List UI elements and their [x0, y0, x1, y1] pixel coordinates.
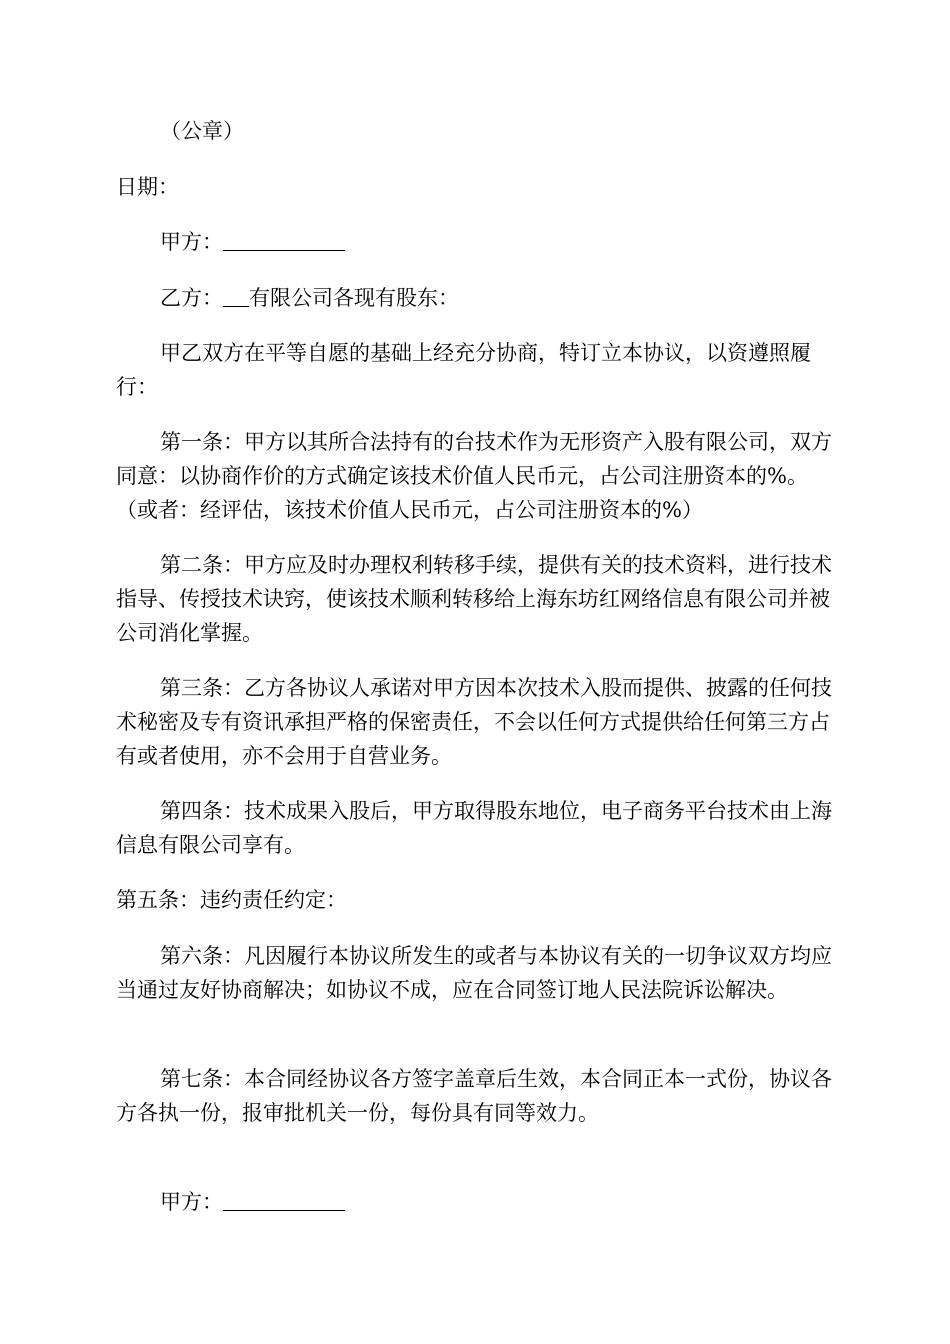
- seal-line: [116, 114, 832, 148]
- article-3: 第三条：乙方各协议人承诺对甲方因本次技术入股而提供、披露的任何技术秘密及专有资讯承担严格的保密责任，不会以任何方式提供给任何第三方占有或者使用，亦不会用于自营业务。: [116, 676, 832, 768]
- article-6: 第六条：凡因履行本协议所发生的或者与本协议有关的一切争议双方均应当通过友好协商解决；如协议不成，应在合同签订地人民法院诉讼解决。: [116, 944, 832, 1002]
- intro-paragraph: 甲乙双方在平等自愿的基础上经充分协商，特订立本协议，以资遵照履行：: [116, 341, 811, 399]
- party-a-label: 甲方：: [160, 230, 223, 254]
- date-line: [116, 170, 832, 204]
- article-5: 第五条：违约责任约定：: [116, 888, 347, 912]
- signature-party-a-line: [116, 1185, 832, 1219]
- article-2: 第二条：甲方应及时办理权利转移手续，提供有关的技术资料，进行技术指导、传授技术诀窍，使该技术顺利转移给上海东坊红网络信息有限公司并被公司消化掌握。: [116, 553, 832, 645]
- article-4: 第四条：技术成果入股后，甲方取得股东地位，电子商务平台技术由上海信息有限公司享有。: [116, 799, 832, 857]
- party-b-label-suffix: 有限公司各现有股东：: [249, 286, 459, 310]
- signature-party-a-blank: [223, 1188, 345, 1211]
- party-a-line: [116, 225, 832, 259]
- party-b-line: [116, 281, 832, 315]
- date-label: 日期：: [116, 175, 179, 199]
- party-b-blank: [223, 284, 249, 307]
- article-7: 第七条：本合同经协议各方签字盖章后生效，本合同正本一式份，协议各方各执一份，报审批机关一份，每份具有同等效力。: [116, 1067, 832, 1125]
- signature-party-a-label: 甲方：: [160, 1190, 223, 1214]
- article-1: 第一条：甲方以其所合法持有的台技术作为无形资产入股有限公司，双方同意：以协商作价的方式确定该技术价值人民币元，占公司注册资本的%。（或者：经评估，该技术价值人民币元，占公司注册资本的%）: [116, 430, 832, 522]
- seal-text: （公章）: [160, 119, 244, 143]
- party-b-label-prefix: 乙方：: [160, 286, 223, 310]
- party-a-blank: [223, 228, 345, 251]
